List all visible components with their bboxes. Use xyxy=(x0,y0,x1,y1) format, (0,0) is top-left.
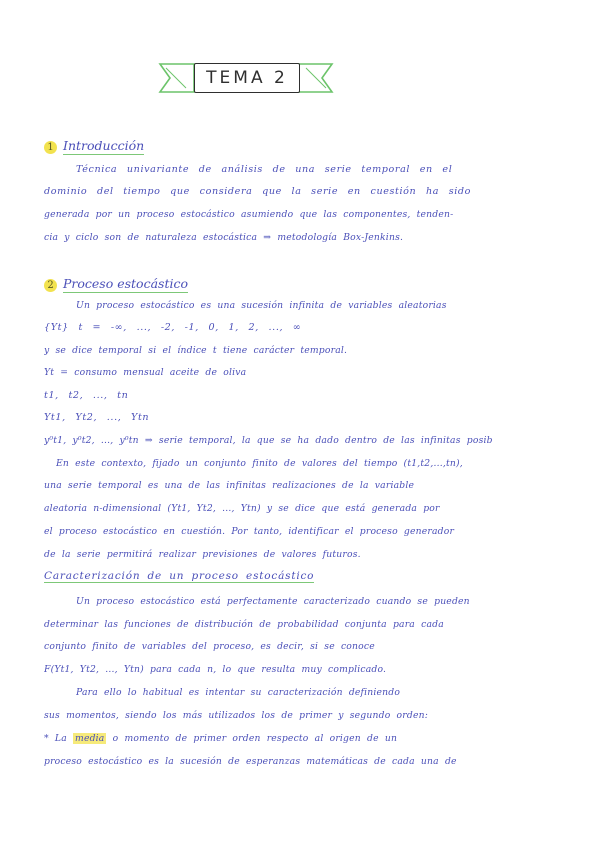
text-line: Técnica univariante de análisis de una serie temporal en el xyxy=(76,164,453,175)
text-line: {Yt} t = -∞, ..., -2, -1, 0, 1, 2, ..., ∞ xyxy=(44,322,302,333)
section-1-number: 1 xyxy=(44,141,57,154)
section-2-number: 2 xyxy=(44,279,57,292)
text-line: F(Yt1, Yt2, ..., Ytn) para cada n, lo que resulta muy complicado. xyxy=(44,664,387,675)
text-line: dominio del tiempo que considera que la serie en cuestión ha sido xyxy=(44,186,472,197)
text-line: cia y ciclo son de naturaleza estocástica ⇒ metodología Box-Jenkins. xyxy=(44,232,404,243)
text-line: En este contexto, fijado un conjunto finito de valores del tiempo (t1,t2,...,tn), xyxy=(56,458,463,469)
highlighted-term: media xyxy=(75,733,105,744)
text-line: y se dice temporal si el índice t tiene carácter temporal. xyxy=(44,345,348,356)
text-line: Para ello lo habitual es intentar su caracterización definiendo xyxy=(76,687,401,698)
section-1-title: Introducción xyxy=(63,138,145,153)
text-line: determinar las funciones de distribución de probabilidad conjunta para cada xyxy=(44,619,444,630)
section-3-heading xyxy=(44,570,314,582)
text-line: el proceso estocástico en cuestión. Por tanto, identificar el proceso generador xyxy=(44,526,455,537)
text-line: Un proceso estocástico está perfectamente caracterizado cuando se pueden xyxy=(76,596,470,607)
text-line: Yt = consumo mensual aceite de oliva xyxy=(44,367,247,378)
section-3-title: Caracterización de un proceso estocástico xyxy=(44,570,315,582)
text-line: Un proceso estocástico es una sucesión infinita de variables aleatorias xyxy=(76,300,447,311)
text-line: generada por un proceso estocástico asumiendo que las componentes, tenden- xyxy=(44,209,454,220)
bullet-prefix: * La xyxy=(44,733,67,744)
text-line: aleatoria n-dimensional (Yt1, Yt2, ..., Ytn) y se dice que está generada por xyxy=(44,503,440,514)
text-line: una serie temporal es una de las infinitas realizaciones de la variable xyxy=(44,480,415,491)
bullet-rest: o momento de primer orden respecto al origen de un xyxy=(112,733,398,744)
text-line: Yt1, Yt2, ..., Ytn xyxy=(44,412,150,423)
text-line: y⁰t1, y⁰t2, ..., y⁰tn ⇒ serie temporal, la que se ha dado dentro de las infinitas posib xyxy=(44,435,493,446)
title-banner xyxy=(156,58,336,98)
section-1-heading xyxy=(44,138,144,154)
section-2-heading xyxy=(44,276,188,292)
text-line: de la serie permitirá realizar previsiones de valores futuros. xyxy=(44,549,361,560)
text-line: t1, t2, ..., tn xyxy=(44,390,129,401)
text-line: sus momentos, siendo los más utilizados los de primer y segundo orden: xyxy=(44,710,428,721)
page-title: TEMA 2 xyxy=(194,63,300,93)
text-line: conjunto finito de variables del proceso, es decir, si se conoce xyxy=(44,641,375,652)
section-2-title: Proceso estocástico xyxy=(63,276,188,291)
bullet-line xyxy=(44,733,564,744)
text-line: proceso estocástico es la sucesión de esperanzas matemáticas de cada una de xyxy=(44,756,457,767)
